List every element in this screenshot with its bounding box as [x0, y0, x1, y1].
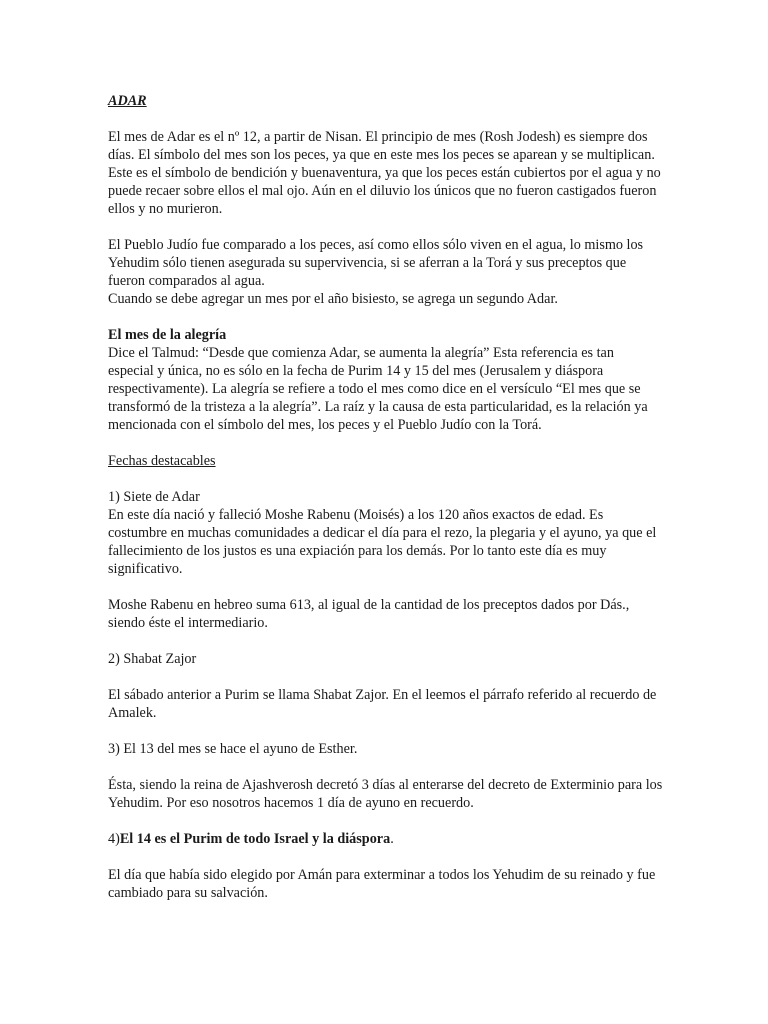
item-4-text: El día que había sido elegido por Amán para exterminar a todos los Yehudim de su reinado y fue cambiado para su salvación.	[108, 867, 656, 901]
paragraph-pueblo: El Pueblo Judío fue comparado a los peces, así como ellos sólo viven en el agua, lo mismo los Yehudim sólo tienen asegurada su supervivencia, si se aferran a la Torá y sus preceptos que fueron comparados al agua.	[108, 237, 644, 289]
item-2-text: El sábado anterior a Purim se llama Shabat Zajor. En el leemos el párrafo referido al recuerdo de Amalek.	[108, 687, 657, 721]
section-heading-fechas: Fechas destacables	[108, 453, 216, 469]
item-4-prefix: 4)	[108, 831, 120, 847]
item-3-title: 3) El 13 del mes se hace el ayuno de Esther.	[108, 741, 358, 757]
paragraph-alegria: Dice el Talmud: “Desde que comienza Adar, se aumenta la alegría” Esta referencia es tan especial y única, no es sólo en la fecha de Purim 14 y 15 del mes (Jerusalem y diáspora respectivamente). La alegría se refiere a todo el mes como dice en el versículo “El mes que se transformó de la tristeza a la alegría”. La raíz y la causa de esta particularidad, es la relación ya mencionada con el símbolo del mes, los peces y el Pueblo Judío con la Torá.	[108, 345, 648, 433]
document-title: ADAR	[108, 93, 147, 109]
item-4-suffix: .	[390, 831, 394, 847]
item-4-title	[108, 830, 663, 848]
section-heading-alegria: El mes de la alegría	[108, 327, 227, 343]
item-1-text: En este día nació y falleció Moshe Rabenu (Moisés) a los 120 años exactos de edad. Es costumbre en muchas comunidades a dedicar el día para el rezo, la plegaria y el ayuno, ya que el fallecimiento de los justos es una expiación para los demás. Por lo tanto este día es muy significativo.	[108, 507, 657, 577]
item-3-text: Ésta, siendo la reina de Ajashverosh decretó 3 días al enterarse del decreto de Exterminio para los Yehudim. Por eso nosotros hacemos 1 día de ayuno en recuerdo.	[108, 777, 663, 811]
item-4-bold-title: El 14 es el Purim de todo Israel y la diáspora	[119, 831, 391, 847]
paragraph-intro: El mes de Adar es el nº 12, a partir de Nisan. El principio de mes (Rosh Jodesh) es siempre dos días. El símbolo del mes son los peces, ya que en este mes los peces se aparean y se multiplican. Este es el símbolo de bendición y buenaventura, ya que los peces están cubiertos por el agua y no puede recaer sobre ellos el mal ojo. Aún en el diluvio los únicos que no fueron castigados fueron ellos y no murieron.	[108, 129, 661, 217]
paragraph-leap-year: Cuando se debe agregar un mes por el año bisiesto, se agrega un segundo Adar.	[108, 291, 558, 307]
document-page	[108, 92, 663, 902]
item-2-title: 2) Shabat Zajor	[108, 651, 197, 667]
item-1-title: 1) Siete de Adar	[108, 489, 200, 505]
item-1-text-2: Moshe Rabenu en hebreo suma 613, al igual de la cantidad de los preceptos dados por Dás., siendo éste el intermediario.	[108, 597, 630, 631]
